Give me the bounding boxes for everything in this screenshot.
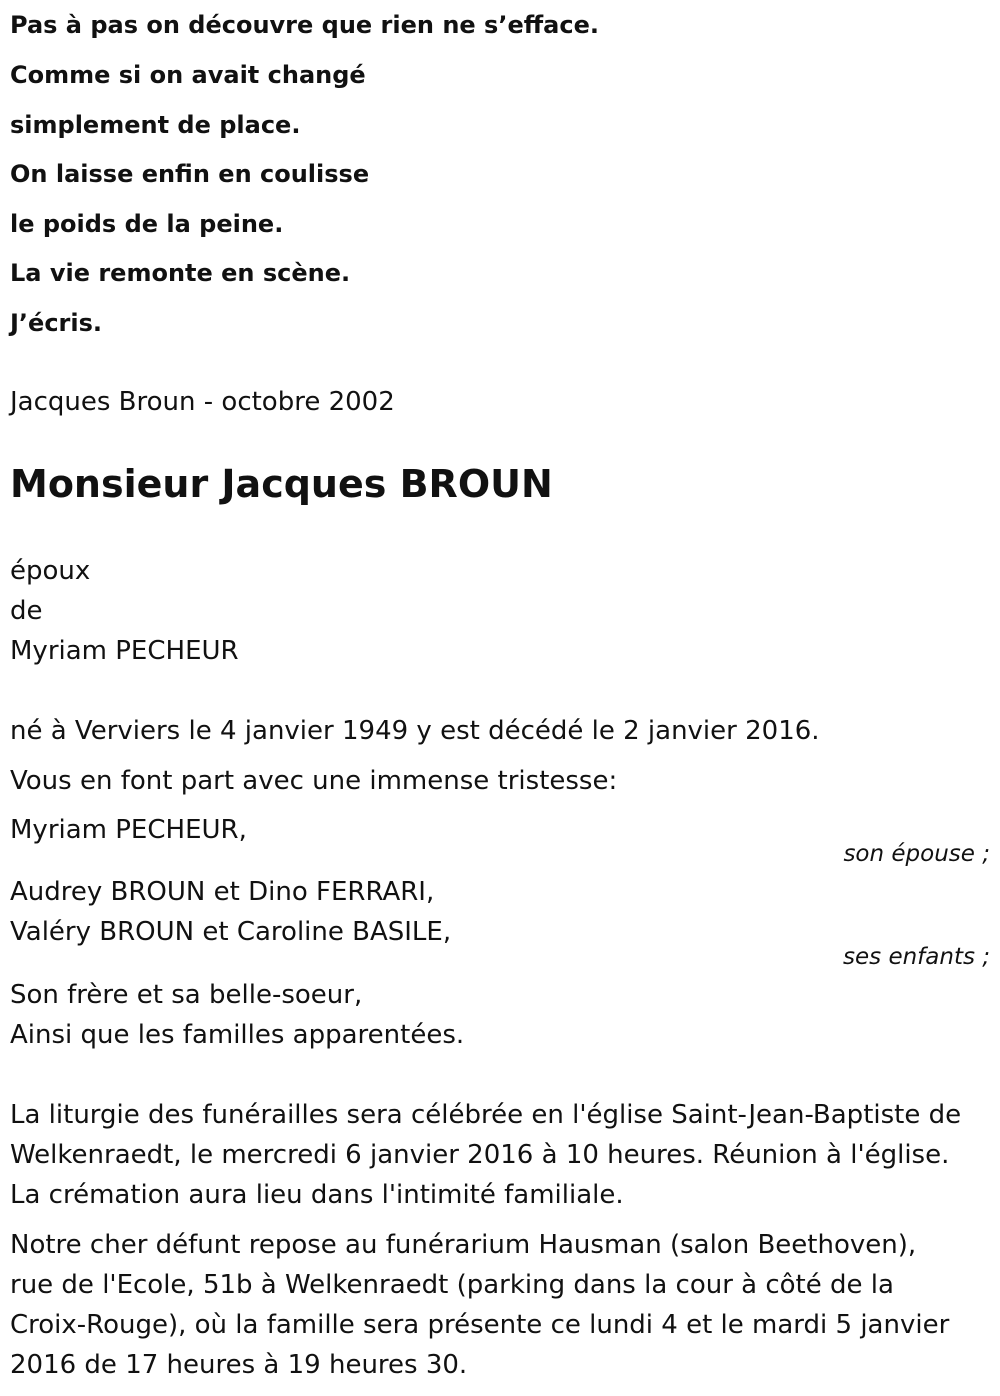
spouse-line: de <box>10 596 43 626</box>
child-line: Audrey BROUN et Dino FERRARI, <box>10 877 435 907</box>
poem-line: le poids de la peine. <box>10 210 284 238</box>
poem-line: On laisse enfin en coulisse <box>10 160 370 188</box>
poem-line: J’écris. <box>10 309 103 337</box>
liturgy-line: La liturgie des funérailles sera célébrée en l'église Saint-Jean-Baptiste de <box>10 1100 962 1130</box>
visitation-line: Notre cher défunt repose au funérarium Hausman (salon Beethoven), <box>10 1230 917 1260</box>
relatives-line: Son frère et sa belle-soeur, <box>10 980 363 1010</box>
visitation-line: rue de l'Ecole, 51b à Welkenraedt (parking dans la cour à côté de la <box>10 1270 894 1300</box>
visitation-line: Croix-Rouge), où la famille sera présente ce lundi 4 et le mardi 5 janvier <box>10 1310 950 1340</box>
poem-line: Comme si on avait changé <box>10 61 366 89</box>
poem-line: Pas à pas on découvre que rien ne s’efface. <box>10 11 599 39</box>
relatives-line: Ainsi que les familles apparentées. <box>10 1020 465 1050</box>
children-role: ses enfants ; <box>843 944 990 970</box>
visitation-line: 2016 de 17 heures à 19 heures 30. <box>10 1350 468 1380</box>
announcement-intro: Vous en font part avec une immense tristesse: <box>10 766 618 796</box>
liturgy-line: Welkenraedt, le mercredi 6 janvier 2016 à 10 heures. Réunion à l'église. <box>10 1140 950 1170</box>
child-line: Valéry BROUN et Caroline BASILE, <box>10 917 452 947</box>
birth-death: né à Verviers le 4 janvier 1949 y est décédé le 2 janvier 2016. <box>10 716 820 746</box>
deceased-name: Monsieur Jacques BROUN <box>10 462 553 506</box>
spouse-line: époux <box>10 556 91 586</box>
poem-attribution: Jacques Broun - octobre 2002 <box>10 387 395 417</box>
poem-line: simplement de place. <box>10 111 301 139</box>
spouse-line: Myriam PECHEUR <box>10 636 239 666</box>
spouse-name: Myriam PECHEUR, <box>10 815 247 845</box>
spouse-role: son épouse ; <box>843 841 990 867</box>
poem-line: La vie remonte en scène. <box>10 259 351 287</box>
liturgy-line: La crémation aura lieu dans l'intimité familiale. <box>10 1180 624 1210</box>
